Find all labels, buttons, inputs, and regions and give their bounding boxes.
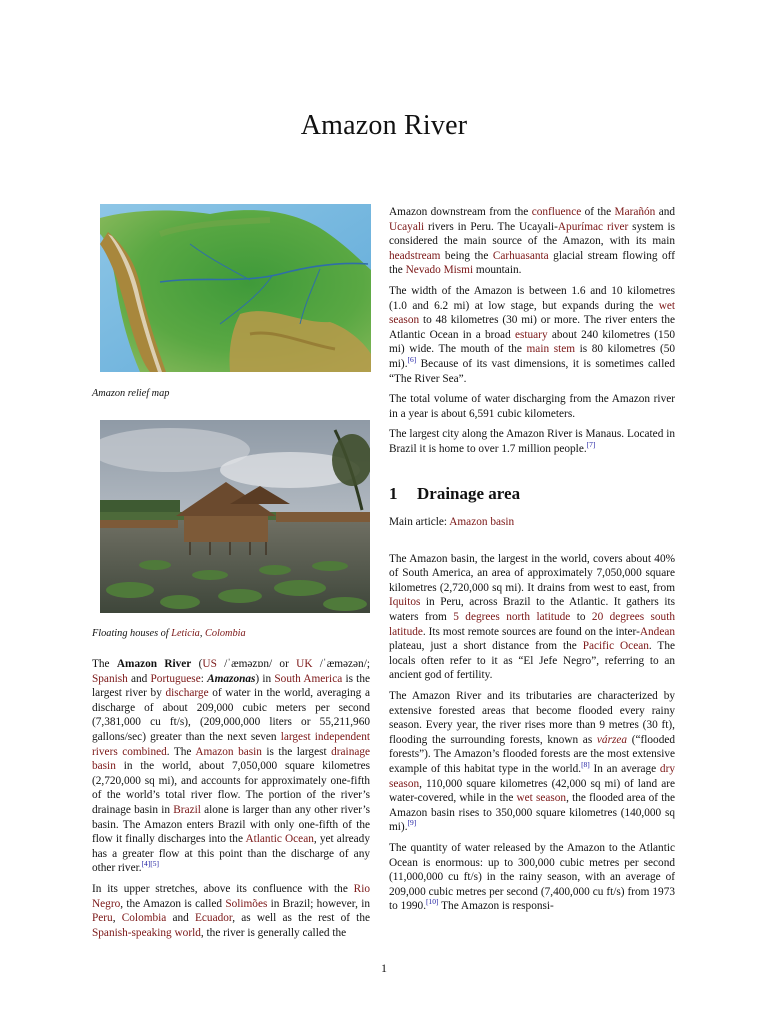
andean-link[interactable]: Andean <box>639 625 675 638</box>
floating-houses-caption: Floating houses of Leticia, Colombia <box>92 628 246 639</box>
maranon-link[interactable]: Marañón <box>614 206 656 218</box>
portuguese-link[interactable]: Portuguese <box>150 672 201 685</box>
rio-negro-link[interactable]: Rio Negro <box>92 882 370 910</box>
leticia-link[interactable]: Leticia <box>171 628 200 639</box>
colombia-country-link[interactable]: Colombia <box>121 912 167 925</box>
twenty-degrees-south-link[interactable]: 20 degrees south latitude <box>389 611 675 638</box>
atlantic-ocean-link[interactable]: Atlantic Ocean <box>245 833 314 846</box>
apurimac-link[interactable]: Apurímac river <box>557 220 629 233</box>
floating-houses-photo <box>100 420 370 613</box>
citation-6[interactable]: [6] <box>407 355 417 365</box>
ecuador-link[interactable]: Ecuador <box>195 912 233 925</box>
main-stem-link[interactable]: main stem <box>526 343 576 356</box>
varzea-link[interactable]: várzea <box>596 733 628 746</box>
main-article-amazon-basin-link[interactable]: Amazon basin <box>449 516 515 529</box>
peru-link[interactable]: Peru <box>92 912 113 925</box>
amazon-relief-map-image <box>100 204 371 372</box>
citation-7[interactable]: [7] <box>586 440 596 450</box>
citation-8[interactable]: [8] <box>581 760 590 770</box>
brazil-link[interactable]: Brazil <box>173 803 201 816</box>
drainage-basin-link[interactable]: drainage basin <box>92 745 371 773</box>
uk-pronunciation-link[interactable]: UK <box>296 658 313 670</box>
iquitos-link[interactable]: Iquitos <box>389 596 421 609</box>
us-pronunciation-link[interactable]: US <box>202 658 217 670</box>
spanish-link[interactable]: Spanish <box>92 672 128 685</box>
right-column-text <box>389 205 675 920</box>
south-america-link[interactable]: South America <box>274 672 343 685</box>
wet-season-link-2[interactable]: wet season <box>516 792 567 805</box>
dry-season-link[interactable]: dry season <box>389 763 675 790</box>
page-number: 1 <box>381 961 387 975</box>
left-column-text <box>92 657 370 946</box>
amazon-basin-link[interactable]: Amazon basin <box>195 745 262 758</box>
page-title: Amazon River <box>300 110 468 141</box>
largest-rivers-link[interactable]: largest independent rivers combined <box>92 730 370 758</box>
estuary-link[interactable]: estuary <box>514 328 548 341</box>
main-article-note: Main article: Amazon basin <box>389 516 515 529</box>
five-degrees-north-link[interactable]: 5 degrees north latitude <box>453 611 571 624</box>
volume-paragraph: The total volume of water discharging from the Amazon river in a year is about 6,591 cubic kilometers. <box>389 393 675 420</box>
pacific-ocean-link[interactable]: Pacific Ocean <box>582 640 649 653</box>
colombia-link[interactable]: Colombia <box>205 628 246 639</box>
flooded-forests-paragraph: The Amazon River and its tributaries are characterized by extensive forested areas that become flooded every rainy season. Every year, the river rises more than 9 metres (30 ft), flooding the surrounding forests, known as várzea (“flooded forests”). The Amazon’s flooded forests are the most extensive example of this habitat type in the world.[8] In an average dry season, 110,000 square kilometres (42,000 sq mi) of land are water-covered, while in the wet season, the flooded area of the Amazon basin rises to 350,000 square kilometres (140,000 sq mi).[9] <box>389 690 676 834</box>
citation-9[interactable]: [9] <box>407 818 417 828</box>
manaus-paragraph: The largest city along the Amazon River is Manaus. Located in Brazil it is home to over 1.7 million people.[7] <box>389 428 675 455</box>
headstream-link[interactable]: headstream <box>389 249 441 262</box>
citation-10[interactable]: [10] <box>426 897 439 907</box>
width-paragraph: The width of the Amazon is between 1.6 and 10 kilometres (1.0 and 6.2 mi) at low stage, but expands during the wet season to 48 kilometres (30 mi) or more. The river enters the Atlantic Ocean in a broad estuary about 240 kilometres (150 mi) wide. The mouth of the main stem is 80 kilometres (50 mi).[6] Because of its vast dimensions, it is sometimes called “The River Sea”. <box>389 284 676 385</box>
carhuasanta-link[interactable]: Carhuasanta <box>492 249 549 262</box>
confluence-link[interactable]: confluence <box>531 206 582 218</box>
citation-4-5[interactable]: [4][5] <box>141 859 160 869</box>
water-quantity-paragraph: The quantity of water released by the Amazon to the Atlantic Ocean is enormous: up to 300,000 cubic metres per second (11,000,000 cu ft/s) in the rainy season, with an average of 209,000 cubic metres per second (7,400,000 cu ft/s) from 1973 to 1990.[10] The Amazon is responsi- <box>389 841 675 913</box>
source-paragraph: Amazon downstream from the confluence of the Marañón and Ucayali rivers in Peru. The Ucayali-Apurímac river system is considered the main source of the Amazon, with its main headstream being the Carhuasanta glacial stream flowing off the Nevado Mismi mountain. <box>389 206 675 277</box>
discharge-link[interactable]: discharge <box>165 687 209 700</box>
section-heading-drainage-area: 1 Drainage area <box>389 483 521 503</box>
spanish-speaking-world-link[interactable]: Spanish-speaking world <box>92 926 201 939</box>
relief-map-caption: Amazon relief map <box>92 388 170 399</box>
solimoes-link[interactable]: Solimões <box>225 897 268 910</box>
basin-paragraph: The Amazon basin, the largest in the world, covers about 40% of South America, an area of approximately 7,050,000 square kilometres (2,720,000 sq mi). It drains from west to east, from Iquitos in Peru, across Brazil to the Atlantic. It gathers its waters from 5 degrees north latitude to 20 degrees south latitude. Its most remote sources are found on the inter-Andean plateau, just a short distance from the Pacific Ocean. The locals often refer to it as “El Jefe Negro”, referring to an ancient god of fertility. <box>389 552 675 682</box>
intro-paragraph: The Amazon River (US /ˈæməzɒn/ or UK /ˈæməzən/; Spanish and Portuguese: Amazonas) in South America is the largest river by discharge of water in the world, averaging a discharge of about 209,000 cubic meters per second (7,381,000 cu ft/s), (209,000,000 liters or 55,211,960 gallons/sec) greater than the next seven largest independent rivers combined. The Amazon basin is the largest drainage basin in the world, about 7,050,000 square kilometres (2,720,000 sq mi), and accounts for approximately one-fifth of the world’s total river flow. The portion of the river’s drainage basin in Brazil alone is larger than any other river’s basin. The Amazon enters Brazil with only one-fifth of the flow it finally discharges into the Atlantic Ocean, yet already has a greater flow at this point than the discharge of any other river.[4][5] <box>92 658 371 875</box>
ucayali-link[interactable]: Ucayali <box>389 220 425 233</box>
nevado-mismi-link[interactable]: Nevado Mismi <box>405 264 474 277</box>
upper-stretches-paragraph: In its upper stretches, above its confluence with the Rio Negro, the Amazon is called Solimões in Brazil; however, in Peru, Colombia and Ecuador, as well as the rest of the Spanish-speaking world, the river is generally called the <box>92 882 370 939</box>
article-subject: Amazon River <box>116 658 192 670</box>
wet-season-link[interactable]: wet season <box>389 299 675 327</box>
